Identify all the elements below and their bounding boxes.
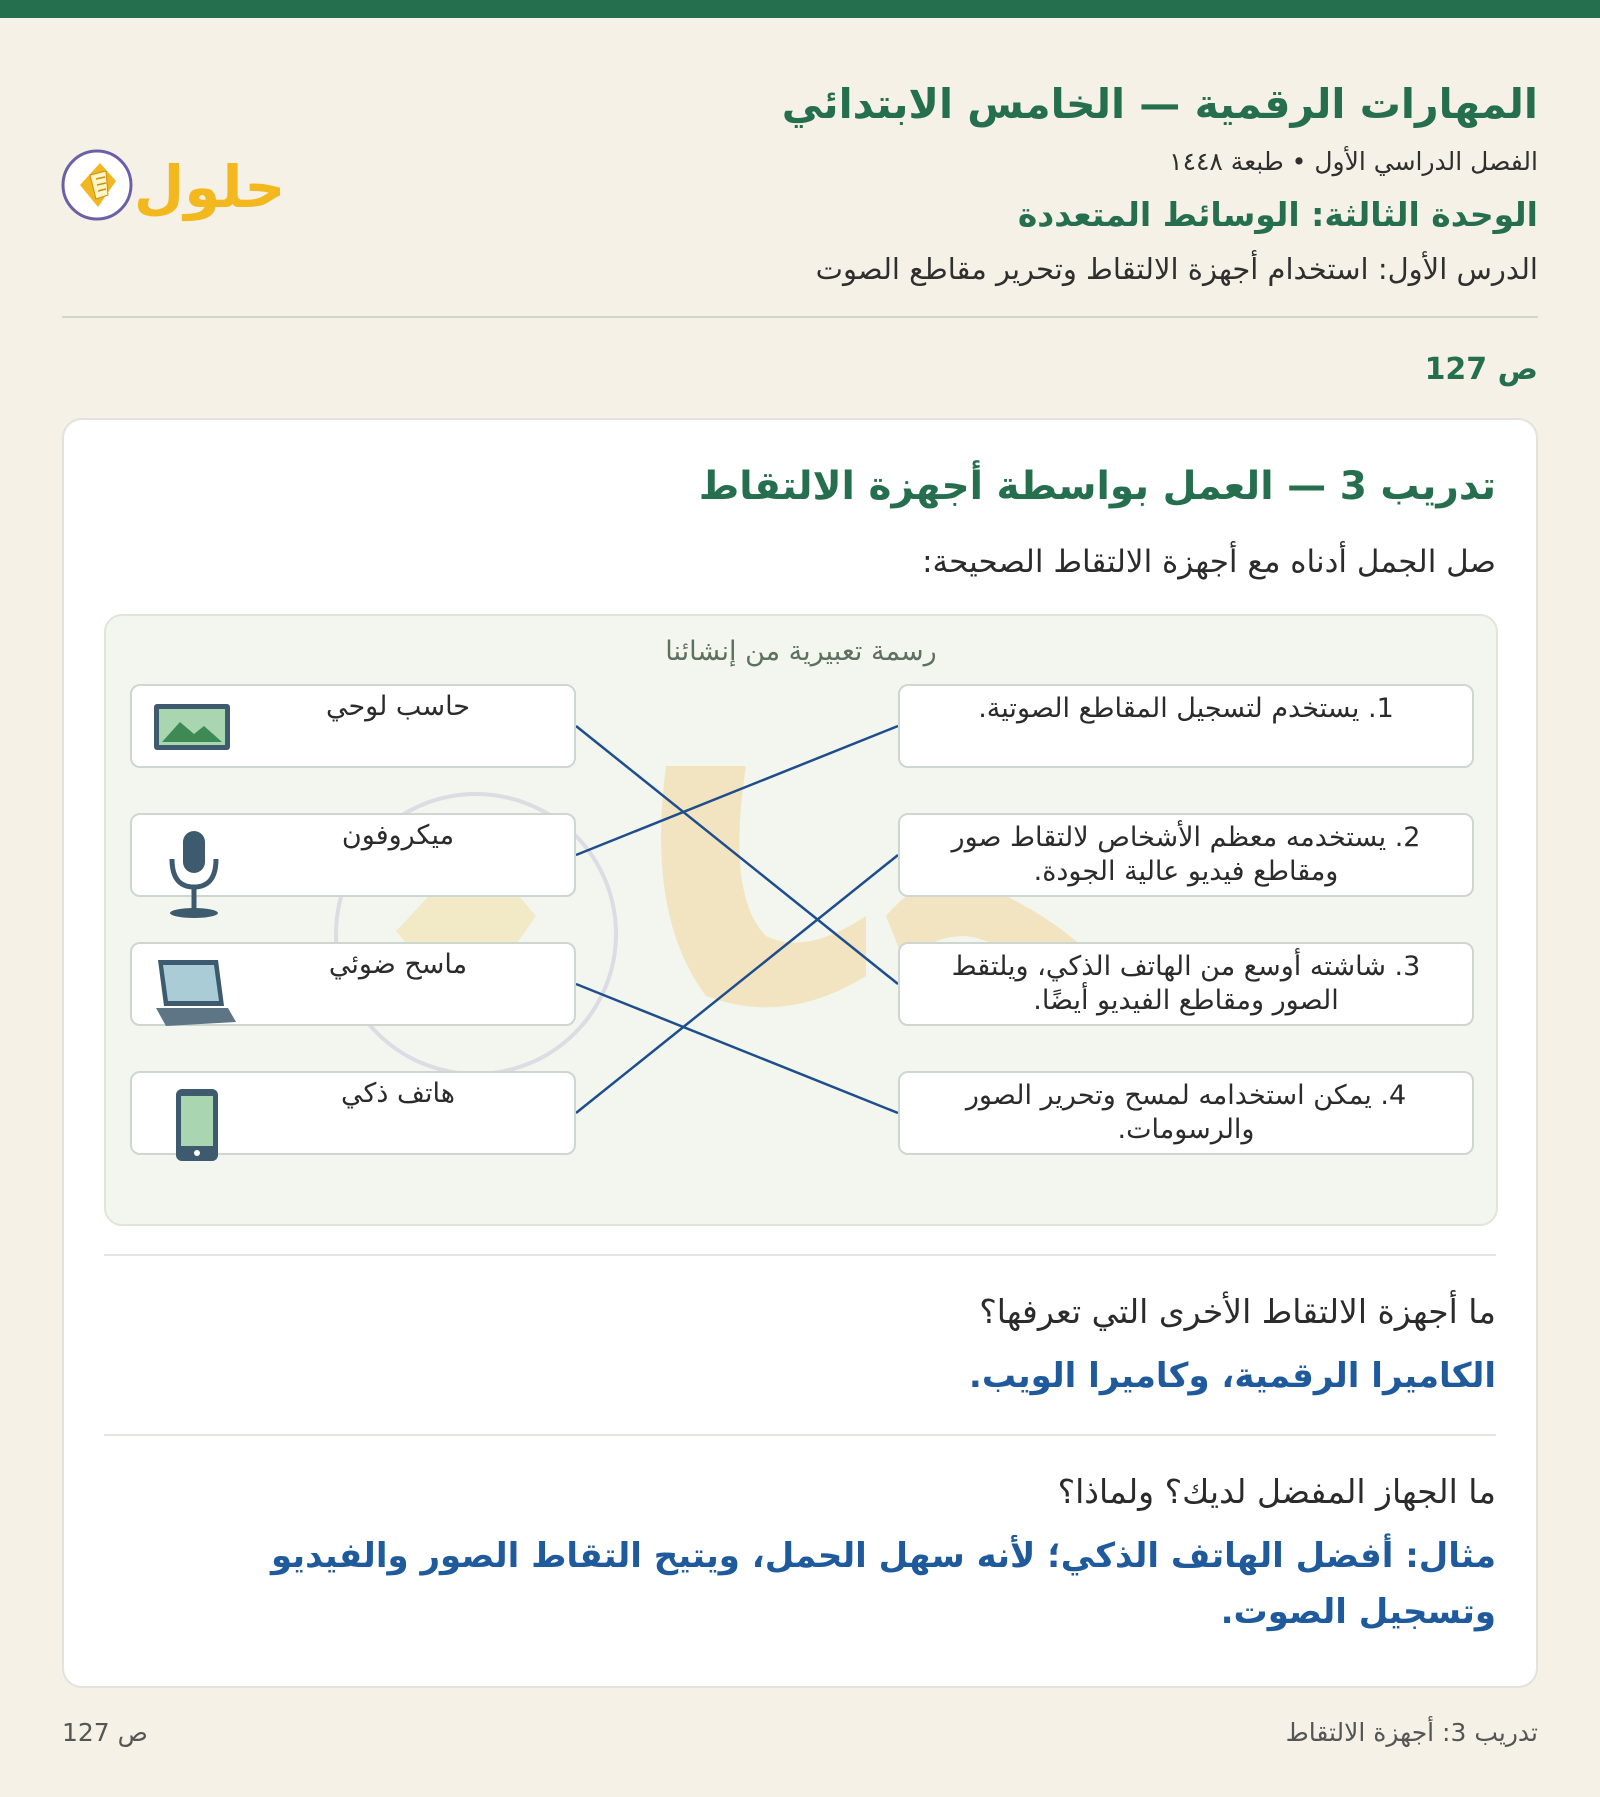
device-box-tablet[interactable] xyxy=(130,684,576,768)
question-1: ما أجهزة الالتقاط الأخرى التي تعرفها؟ xyxy=(979,1292,1496,1331)
lesson-title: الدرس الأول: استخدام أجهزة الالتقاط وتحرير مقاطع الصوت xyxy=(815,252,1538,286)
question-2: ما الجهاز المفضل لديك؟ ولماذا؟ xyxy=(1057,1472,1496,1511)
answer-1: الكاميرا الرقمية، وكاميرا الويب. xyxy=(968,1356,1496,1396)
answer-2: مثال: أفضل الهاتف الذكي؛ لأنه سهل الحمل، ويتيح التقاط الصور والفيديو وتسجيل الصوت. xyxy=(270,1536,1496,1632)
footer-exercise-label: تدريب 3: أجهزة الالتقاط xyxy=(1285,1718,1538,1747)
page-number-label: ص 127 xyxy=(1424,352,1538,387)
device-box-microphone[interactable] xyxy=(130,813,576,897)
exercise-title: تدريب 3 — العمل بواسطة أجهزة الالتقاط xyxy=(698,464,1496,509)
microphone-icon xyxy=(164,829,224,921)
matching-diagram xyxy=(104,614,1498,1226)
device-label: ماسح ضوئي xyxy=(328,949,468,980)
device-label: هاتف ذكي xyxy=(341,1078,455,1109)
hulul-logo xyxy=(60,135,280,230)
page-header xyxy=(538,70,1538,294)
exercise-card xyxy=(62,418,1538,1688)
exercise-instruction: صل الجمل أدناه مع أجهزة الالتقاط الصحيحة: xyxy=(922,544,1496,580)
connection-line-3 xyxy=(576,726,898,984)
statement-box-1[interactable] xyxy=(898,684,1474,768)
connection-line-1 xyxy=(576,726,898,855)
device-box-scanner[interactable] xyxy=(130,942,576,1026)
laptop-icon xyxy=(152,956,238,1028)
device-label: حاسب لوحي xyxy=(325,691,470,722)
device-label: ميكروفون xyxy=(341,820,455,851)
header-divider xyxy=(62,316,1538,318)
statement-box-3[interactable] xyxy=(898,942,1474,1026)
unit-title: الوحدة الثالثة: الوسائط المتعددة xyxy=(1017,195,1538,234)
footer-page-number: ص 127 xyxy=(62,1718,148,1747)
question-divider-1 xyxy=(104,1254,1496,1256)
device-box-smartphone[interactable] xyxy=(130,1071,576,1155)
logo-text: حلول xyxy=(133,153,280,221)
question-divider-2 xyxy=(104,1434,1496,1436)
book-title: المهارات الرقمية — الخامس الابتدائي xyxy=(781,80,1538,128)
image-icon xyxy=(152,702,232,752)
statement-box-4[interactable] xyxy=(898,1071,1474,1155)
statement-text: 4. يمكن استخدامه لمسح وتحرير الصور والرسومات. xyxy=(965,1080,1407,1145)
statement-text: 1. يستخدم لتسجيل المقاطع الصوتية. xyxy=(978,693,1394,724)
diagram-caption: رسمة تعبيرية من إنشائنا xyxy=(665,636,937,667)
smartphone-icon xyxy=(174,1087,220,1163)
top-bar xyxy=(0,0,1600,18)
connection-line-2 xyxy=(576,855,898,1113)
statement-text: 2. يستخدمه معظم الأشخاص لالتقاط صور ومقاطع فيديو عالية الجودة. xyxy=(951,822,1421,887)
statement-box-2[interactable] xyxy=(898,813,1474,897)
statement-text: 3. شاشته أوسع من الهاتف الذكي، ويلتقط الصور ومقاطع الفيديو أيضًا. xyxy=(951,951,1421,1016)
term-edition: الفصل الدراسي الأول • طبعة ١٤٤٨ xyxy=(1169,147,1538,176)
connection-line-4 xyxy=(576,984,898,1113)
